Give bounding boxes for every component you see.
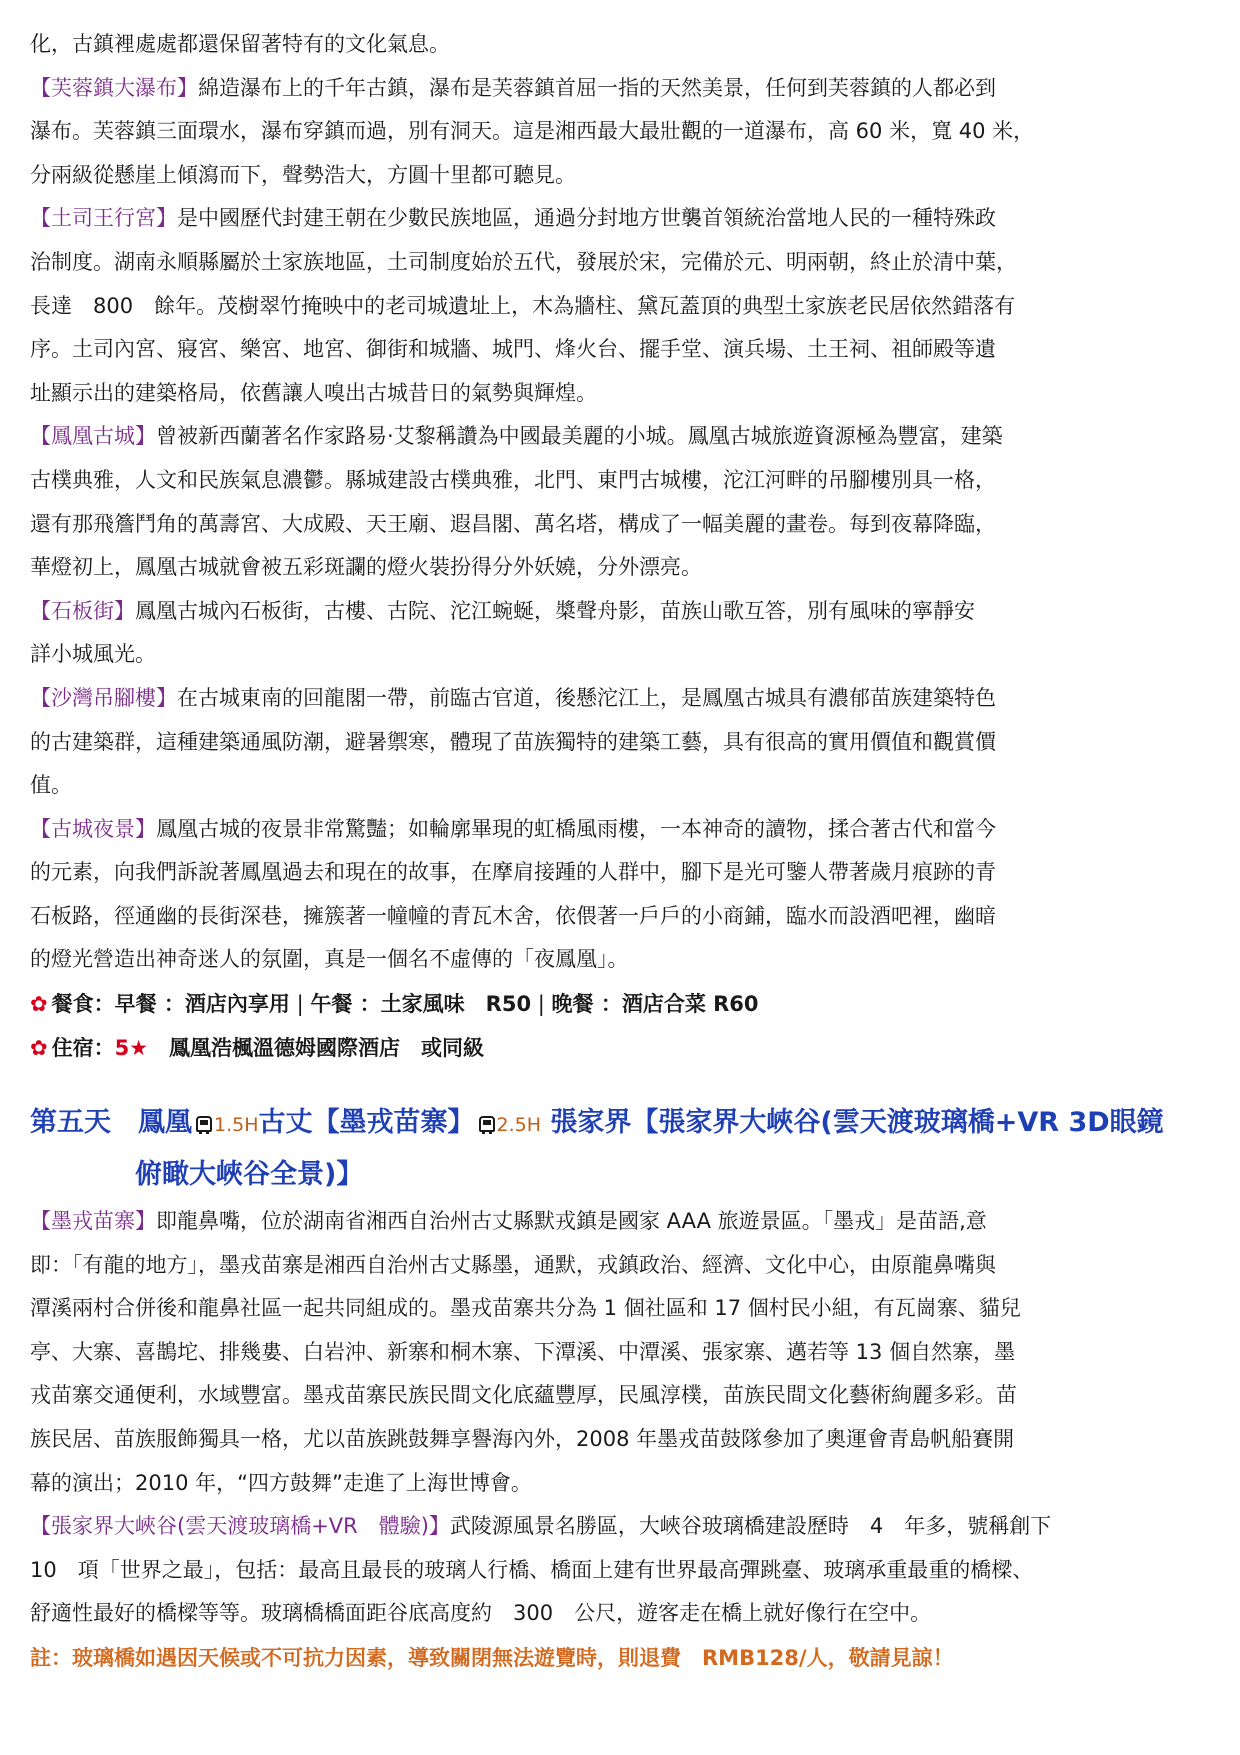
- day5-section-1-line-1: [30, 1549, 1196, 1593]
- day4-section-2-line-2: [30, 503, 1196, 547]
- section-text: 武陵源風景名勝區，大峽谷玻璃橋建設歷時 4 年多，號稱創下: [449, 1514, 1052, 1539]
- day5-duration-1: 1.5H: [214, 1114, 259, 1137]
- day4-section-2-line-0: [30, 415, 1196, 459]
- section-term: 【芙蓉鎮大瀑布】: [30, 75, 198, 100]
- day4-section-0-line-1: [30, 110, 1196, 154]
- day4-section-2-line-3: [30, 546, 1196, 590]
- day4-section-5-line-2: [30, 895, 1196, 939]
- section-text: 亭、大寨、喜鵲坨、排幾婁、白岩沖、新寨和桐木寨、下潭溪、中潭溪、張家寨、邁若等 13 個自然寨，墨: [30, 1339, 1016, 1364]
- day5-title-b: 古丈【墨戎苗寨】: [258, 1107, 475, 1139]
- day5-sections: [30, 1200, 1196, 1636]
- section-text: 治制度。湖南永順縣屬於土家族地區，土司制度始於五代，發展於宋，完備於元、明兩朝，終止於清中葉，: [30, 249, 1017, 274]
- section-text: 族民居、苗族服飾獨具一格，尤以苗族跳鼓舞享譽海內外，2008 年墨戎苗鼓隊參加了奧運會青島帆船賽開: [30, 1427, 1015, 1452]
- meals-label: 餐食：: [51, 992, 115, 1017]
- section-text: 址顯示出的建築格局，依舊讓人嗅出古城昔日的氣勢與輝煌。: [30, 380, 597, 405]
- section-term: 【墨戎苗寨】: [30, 1209, 156, 1234]
- section-term: 【沙灣吊腳樓】: [30, 685, 177, 710]
- day4-section-5-line-3: [30, 938, 1196, 982]
- day4-section-1-line-1: [30, 241, 1196, 285]
- meals-line: [30, 982, 1196, 1026]
- section-text: 曾被新西蘭著名作家路易·艾黎稱讚為中國最美麗的小城。鳳凰古城旅遊資源極為豐富，建築: [156, 424, 1003, 449]
- section-text: 的元素，向我們訴說著鳳凰過去和現在的故事，在摩肩接踵的人群中，腳下是光可鑒人帶著歲月痕跡的青: [30, 860, 996, 885]
- day4-section-5-line-1: [30, 851, 1196, 895]
- day4-section-1-line-2: [30, 285, 1196, 329]
- section-text: 石板路，徑通幽的長街深巷，擁簇著一幢幢的青瓦木舍，依偎著一戶戶的小商鋪，臨水而設酒吧裡，幽暗: [30, 903, 996, 928]
- section-text: 詳小城風光。: [30, 642, 156, 667]
- intro-tail: 化，古鎮裡處處都還保留著特有的文化氣息。: [30, 32, 450, 56]
- hotel-stars: 5★: [114, 1036, 149, 1061]
- section-text: 古樸典雅，人文和民族氣息濃鬱。縣城建設古樸典雅，北門、東門古城樓，沱江河畔的吊腳樓別具一格，: [30, 467, 996, 492]
- day5-section-0-line-6: [30, 1462, 1196, 1506]
- section-text: 還有那飛簷鬥角的萬壽宮、大成殿、天王廟、遐昌閣、萬名塔，構成了一幅美麗的畫卷。每到夜幕降臨，: [30, 511, 996, 536]
- meals-dinner: 晚餐 ：酒店合菜 R60: [551, 992, 759, 1017]
- day5-section-0-line-5: [30, 1418, 1196, 1462]
- section-term: 【鳳凰古城】: [30, 424, 156, 449]
- bus-icon: [196, 1116, 212, 1132]
- section-text: 綿造瀑布上的千年古鎮，瀑布是芙蓉鎮首屈一指的天然美景，任何到芙蓉鎮的人都必到: [198, 75, 996, 100]
- day5-title: [30, 1098, 1196, 1200]
- section-text: 10 項「世界之最」，包括：最高且最長的玻璃人行橋、橋面上建有世界最高彈跳臺、玻璃承重最重的橋樑、: [30, 1557, 1034, 1582]
- hotel-line: [30, 1026, 1196, 1070]
- glass-bridge-note: 註：玻璃橋如遇因天候或不可抗力因素，導致關閉無法遊覽時，則退費 RMB128/人，敬請見諒！: [30, 1646, 954, 1670]
- section-text: 戎苗寨交通便利，水域豐富。墨戎苗寨民族民間文化底蘊豐厚，民風淳樸，苗族民間文化藝術絢麗多彩。苗: [30, 1383, 1017, 1408]
- section-term: 【石板街】: [30, 598, 135, 623]
- section-text: 是中國歷代封建王朝在少數民族地區，通過分封地方世襲首領統治當地人民的一種特殊政: [177, 206, 996, 231]
- day5-section-0-line-2: [30, 1287, 1196, 1331]
- section-text: 即龍鼻嘴，位於湖南省湘西自治州古丈縣默戎鎮是國家 AAA 旅遊景區。「墨戎」是苗語,意: [156, 1209, 987, 1234]
- day5-section-0-line-4: [30, 1374, 1196, 1418]
- meals-breakfast: 早餐 ：酒店內享用: [114, 992, 290, 1017]
- day4-section-0-line-0: [30, 67, 1196, 111]
- day4-section-2-line-1: [30, 459, 1196, 503]
- section-term: 【古城夜景】: [30, 816, 156, 841]
- section-text: 舒適性最好的橋樑等等。玻璃橋橋面距谷底高度約 300 公尺，遊客走在橋上就好像行在空中。: [30, 1601, 932, 1626]
- day4-section-1-line-3: [30, 328, 1196, 372]
- section-text: 潭溪兩村合併後和龍鼻社區一起共同組成的。墨戎苗寨共分為 1 個社區和 17 個村民小組，有瓦崗寨、貓兒: [30, 1296, 1021, 1321]
- section-text: 鳳凰古城內石板街，古樓、古院、沱江蜿蜒，槳聲舟影，苗族山歌互答，別有風味的寧靜安: [135, 598, 975, 623]
- flower-icon: ✿: [30, 992, 48, 1017]
- section-text: 的古建築群，這種建築通風防潮，避暑禦寒，體現了苗族獨特的建築工藝，具有很高的實用價值和觀賞價: [30, 729, 996, 754]
- day5-duration-2: 2.5H: [496, 1114, 542, 1137]
- day5-title-a: 第五天 鳳凰: [30, 1107, 192, 1139]
- section-text: 幕的演出；2010 年，“四方鼓舞”走進了上海世博會。: [30, 1470, 532, 1495]
- section-text: 即：「有龍的地方」，墨戎苗寨是湘西自治州古丈縣墨，通默，戎鎮政治、經濟、文化中心，由原龍鼻嘴與: [30, 1252, 996, 1277]
- meals-sep-1: |: [289, 992, 311, 1017]
- day5-section-0-line-0: [30, 1200, 1196, 1244]
- section-text: 瀑布。芙蓉鎮三面環水，瀑布穿鎮而過，別有洞天。這是湘西最大最壯觀的一道瀑布，高 60 米，寬 40 米，: [30, 119, 1035, 144]
- day4-section-3-line-0: [30, 590, 1196, 634]
- day5-section-0-line-3: [30, 1331, 1196, 1375]
- day5-section-1-line-2: [30, 1592, 1196, 1636]
- bus-icon: [479, 1116, 495, 1132]
- day4-section-1-line-4: [30, 372, 1196, 416]
- flower-icon: ✿: [30, 1036, 48, 1061]
- section-text: 在古城東南的回龍閣一帶，前臨古官道，後懸沱江上，是鳳凰古城具有濃郁苗族建築特色: [177, 685, 996, 710]
- day5-title-d: 俯瞰大峽谷全景)】: [135, 1159, 364, 1191]
- section-text: 值。: [30, 773, 72, 798]
- day4-section-4-line-1: [30, 721, 1196, 765]
- day4-section-0-line-2: [30, 154, 1196, 198]
- day5-title-c: 張家界【張家界大峽谷(雲天渡玻璃橋+VR 3D眼鏡: [541, 1107, 1164, 1139]
- day4-section-4-line-2: [30, 764, 1196, 808]
- day4-section-1-line-0: [30, 197, 1196, 241]
- day4-section-5-line-0: [30, 808, 1196, 852]
- section-text: 分兩級從懸崖上傾瀉而下，聲勢浩大，方圓十里都可聽見。: [30, 162, 576, 187]
- meals-sep-2: |: [531, 992, 552, 1017]
- day4-section-4-line-0: [30, 677, 1196, 721]
- day5-section-1-line-0: [30, 1505, 1196, 1549]
- section-text: 序。土司內宮、寢宮、樂宮、地宮、御街和城牆、城門、烽火台、擺手堂、演兵場、土王祠、祖師殿等遺: [30, 337, 996, 362]
- section-text: 鳳凰古城的夜景非常驚豔；如輪廓畢現的虹橋風雨樓，一本神奇的讀物，揉合著古代和當今: [156, 816, 996, 841]
- hotel-name: 鳳凰浩楓溫德姆國際酒店 或同級: [148, 1036, 485, 1061]
- section-text: 的燈光營造出神奇迷人的氛圍，真是一個名不虛傳的「夜鳳凰」。: [30, 947, 629, 972]
- section-text: 華燈初上，鳳凰古城就會被五彩斑讕的燈火裝扮得分外妖嬈，分外漂亮。: [30, 555, 702, 580]
- section-text: 長達 800 餘年。茂樹翠竹掩映中的老司城遺址上，木為牆柱、黛瓦蓋頂的典型土家族老民居依然錯落有: [30, 293, 1016, 318]
- day4-sections: [30, 67, 1196, 982]
- day5-section-0-line-1: [30, 1244, 1196, 1288]
- meals-lunch: 午餐 ：土家風味 R50: [310, 992, 532, 1017]
- section-term: 【土司王行宮】: [30, 206, 177, 231]
- day4-section-3-line-1: [30, 633, 1196, 677]
- hotel-label: 住宿：: [51, 1036, 115, 1061]
- section-term: 【張家界大峽谷(雲天渡玻璃橋+VR 體驗)】: [30, 1514, 450, 1539]
